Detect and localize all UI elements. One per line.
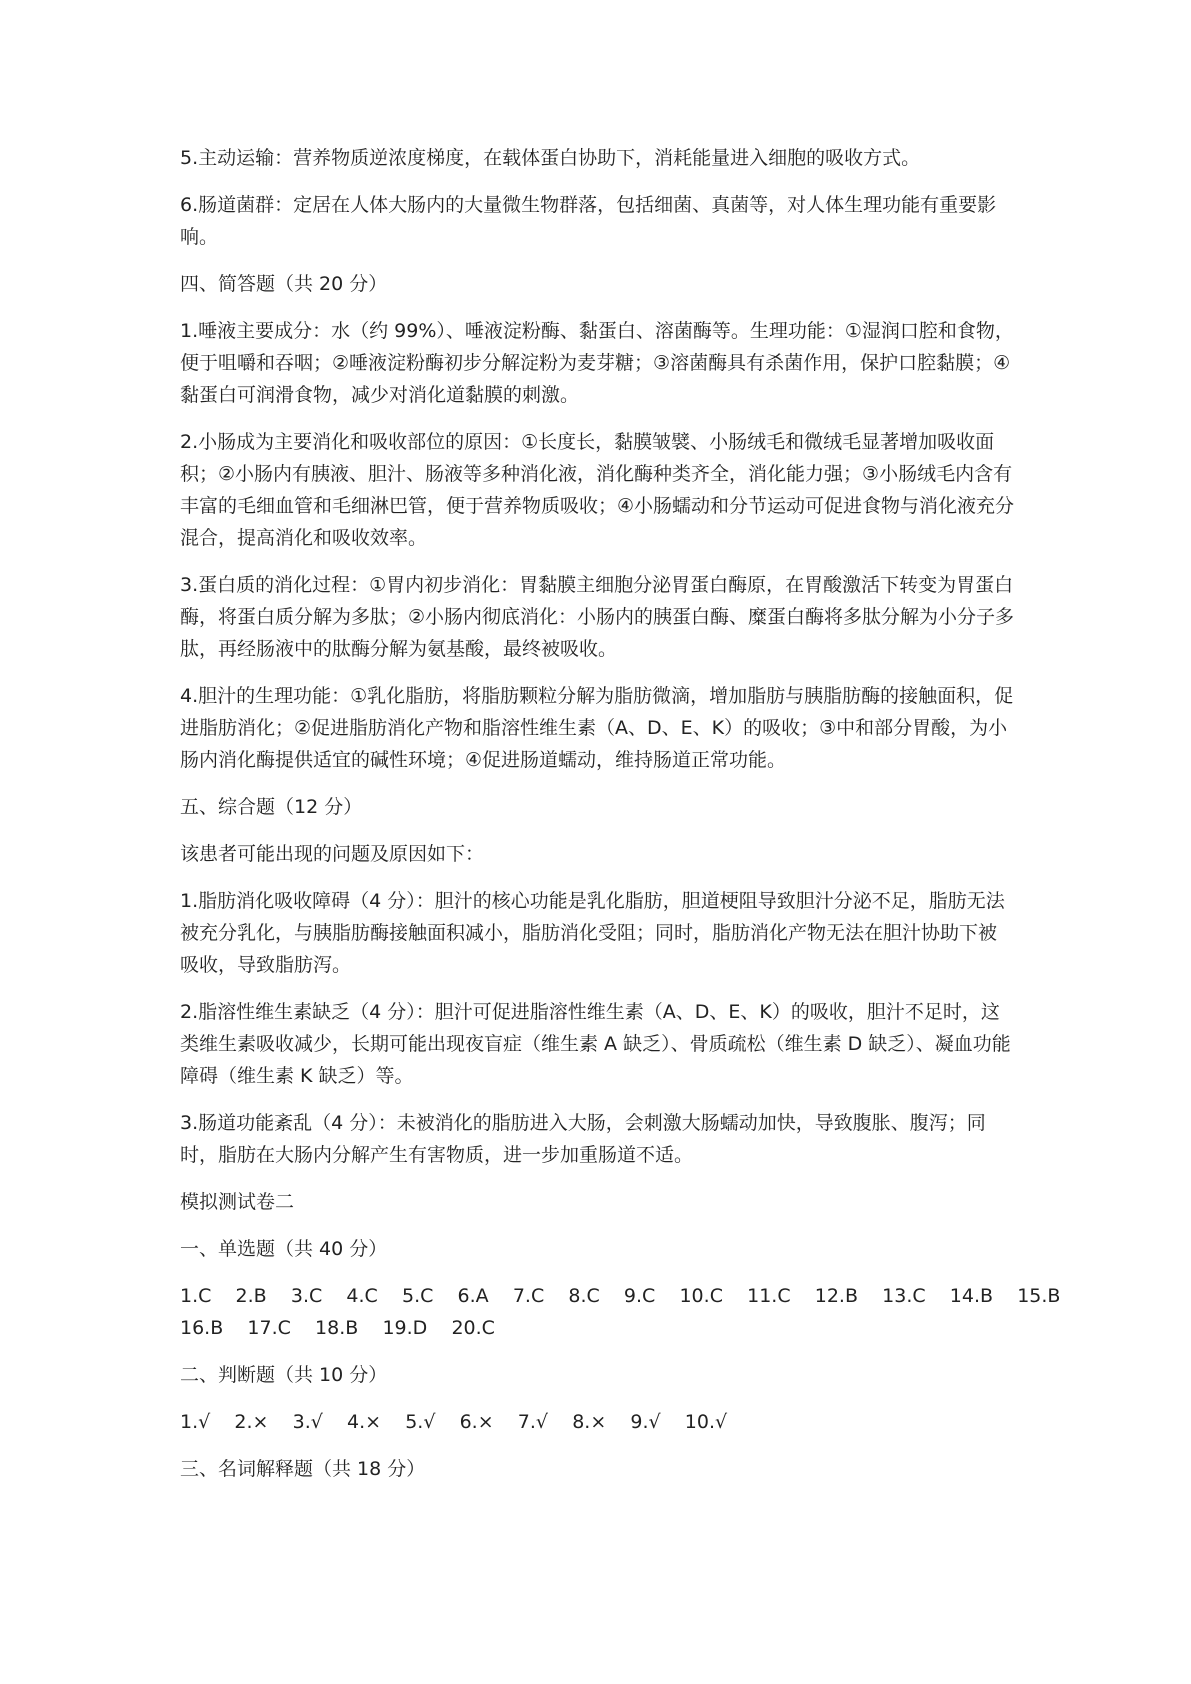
- answer-bile-function: 4.胆汁的生理功能：①乳化脂肪，将脂肪颗粒分解为脂肪微滴，增加脂肪与胰脂肪酶的接触面积，促进脂肪消化；②促进脂肪消化产物和脂溶性维生素（A、D、E、K）的吸收；③中和部分胃酸，为小肠内消化酶提供适宜的碱性环境；④促进肠道蠕动，维持肠道正常功能。: [180, 685, 1014, 771]
- comprehensive-point-2: 2.脂溶性维生素缺乏（4 分）：胆汁可促进脂溶性维生素（A、D、E、K）的吸收，胆汁不足时，这类维生素吸收减少，长期可能出现夜盲症（维生素 A 缺乏）、骨质疏松（维生素 D 缺乏）、凝血功能障碍（维生素 K 缺乏）等。: [180, 1001, 1011, 1087]
- comprehensive-intro: 该患者可能出现的问题及原因如下：: [180, 843, 485, 865]
- answer-small-intestine: 2.小肠成为主要消化和吸收部位的原因：①长度长，黏膜皱襞、小肠绒毛和微绒毛显著增加吸收面积；②小肠内有胰液、胆汁、肠液等多种消化液，消化酶种类齐全，消化能力强；③小肠绒毛内含有丰富的毛细血管和毛细淋巴管，便于营养物质吸收；④小肠蠕动和分节运动可促进食物与消化液充分混合，提高消化和吸收效率。: [180, 431, 1015, 549]
- judgment-answers: 1.√ 2.× 3.√ 4.× 5.√ 6.× 7.√ 8.× 9.√ 10.√: [180, 1411, 728, 1433]
- single-choice-row-2: 16.B 17.C 18.B 19.D 20.C: [180, 1317, 495, 1339]
- exam-title-mock-2: 模拟测试卷二: [180, 1191, 295, 1213]
- single-choice-answers: [180, 1280, 1061, 1344]
- document-page: [180, 142, 1061, 1500]
- term-gut-microbiota: 6.肠道菌群：定居在人体大肠内的大量微生物群落，包括细菌、真菌等，对人体生理功能有重要影响。: [180, 194, 997, 248]
- section-heading-short-answer: 四、简答题（共 20 分）: [180, 273, 388, 295]
- answer-protein-digestion: 3.蛋白质的消化过程：①胃内初步消化：胃黏膜主细胞分泌胃蛋白酶原，在胃酸激活下转变为胃蛋白酶，将蛋白质分解为多肽；②小肠内彻底消化：小肠内的胰蛋白酶、糜蛋白酶将多肽分解为小分子多肽，再经肠液中的肽酶分解为氨基酸，最终被吸收。: [180, 574, 1015, 660]
- section-heading-single-choice: 一、单选题（共 40 分）: [180, 1238, 388, 1260]
- comprehensive-point-3: 3.肠道功能紊乱（4 分）：未被消化的脂肪进入大肠，会刺激大肠蠕动加快，导致腹胀、腹泻；同时，脂肪在大肠内分解产生有害物质，进一步加重肠道不适。: [180, 1112, 986, 1166]
- section-heading-judgment: 二、判断题（共 10 分）: [180, 1364, 388, 1386]
- single-choice-row-1: 1.C 2.B 3.C 4.C 5.C 6.A 7.C 8.C 9.C 10.C 11.C 12.B 13.C 14.B 15.B: [180, 1285, 1061, 1307]
- section-heading-comprehensive: 五、综合题（12 分）: [180, 796, 363, 818]
- section-heading-terms: 三、名词解释题（共 18 分）: [180, 1458, 426, 1480]
- comprehensive-point-1: 1.脂肪消化吸收障碍（4 分）：胆汁的核心功能是乳化脂肪，胆道梗阻导致胆汁分泌不足，脂肪无法被充分乳化，与胰脂肪酶接触面积减小，脂肪消化受阻；同时，脂肪消化产物无法在胆汁协助下被吸收，导致脂肪泻。: [180, 890, 1005, 976]
- answer-saliva: 1.唾液主要成分：水（约 99%）、唾液淀粉酶、黏蛋白、溶菌酶等。生理功能：①湿润口腔和食物，便于咀嚼和吞咽；②唾液淀粉酶初步分解淀粉为麦芽糖；③溶菌酶具有杀菌作用，保护口腔黏膜；④黏蛋白可润滑食物，减少对消化道黏膜的刺激。: [180, 320, 1014, 406]
- term-active-transport: 5.主动运输：营养物质逆浓度梯度，在载体蛋白协助下，消耗能量进入细胞的吸收方式。: [180, 147, 921, 169]
